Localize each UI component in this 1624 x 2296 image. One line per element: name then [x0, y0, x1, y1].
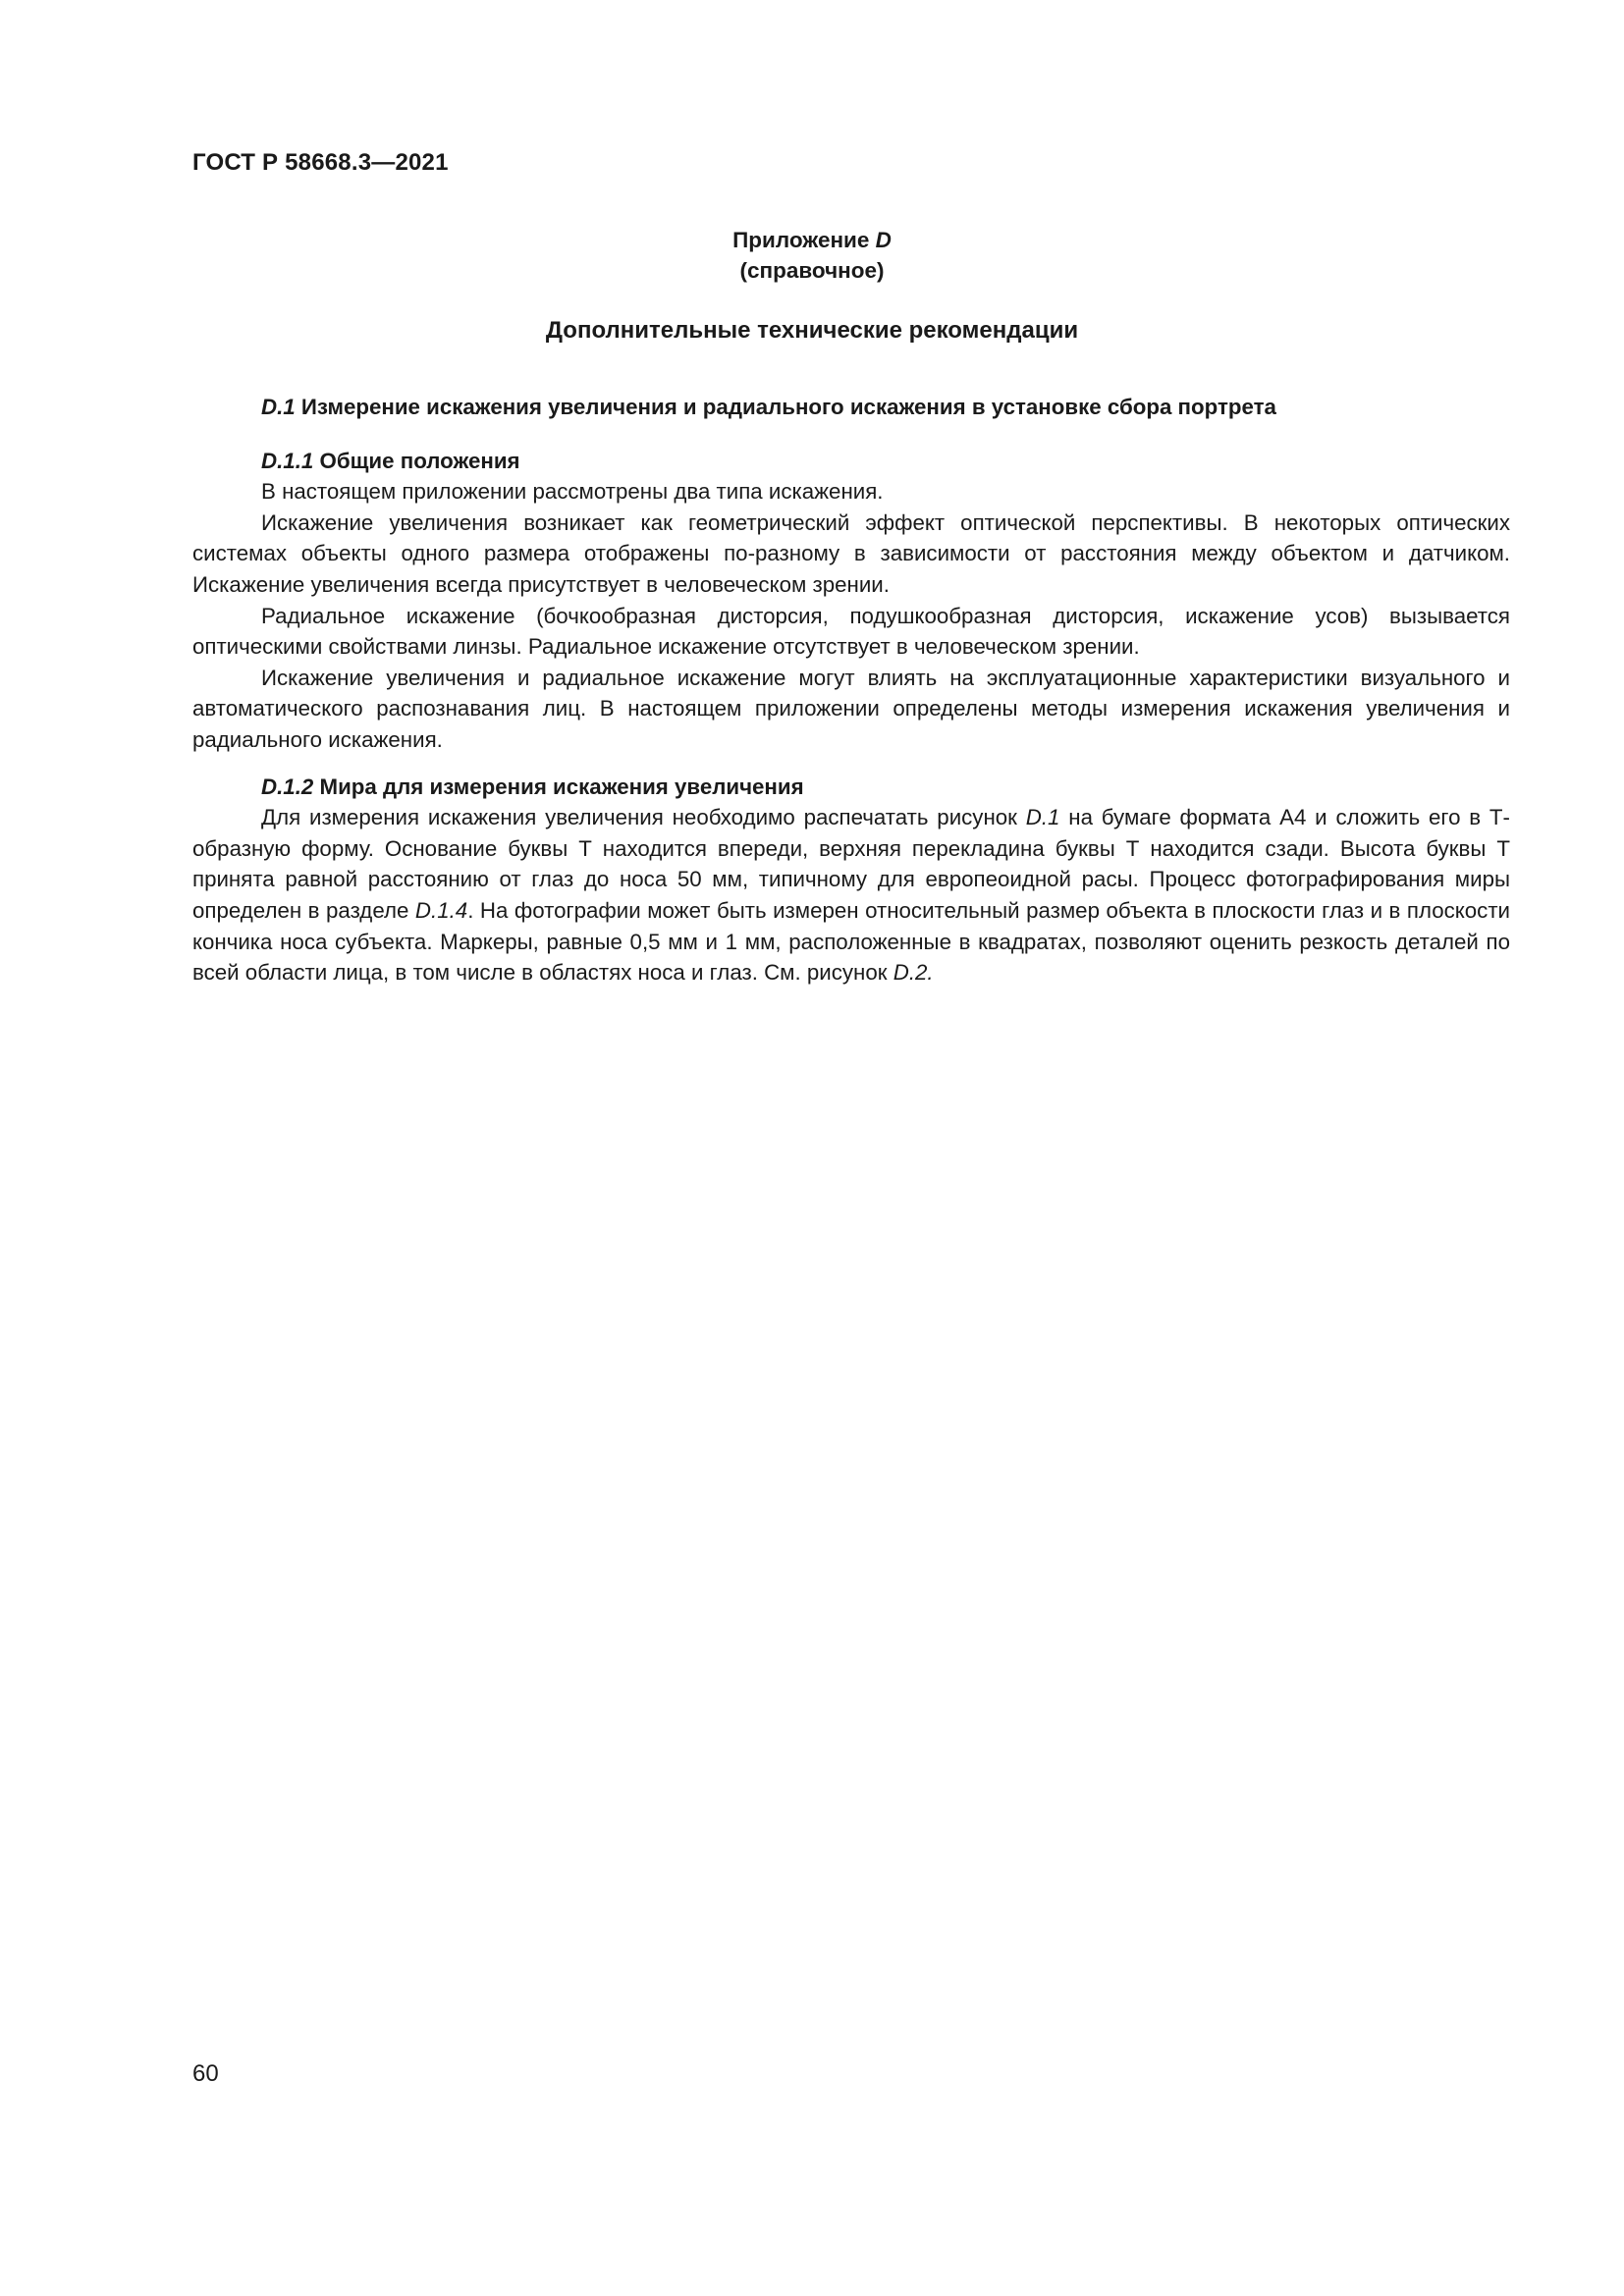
section-d11-heading: [192, 446, 1510, 477]
document-body: [192, 392, 1510, 988]
page-number: 60: [192, 2060, 219, 2087]
section-d12-title: Мира для измерения искажения увеличения: [313, 774, 804, 799]
annex-label: [0, 225, 1624, 255]
paragraph-text: . На фотографии может быть измерен относительный размер объекта в плоскости глаз и в плоскости кончика носа субъекта. Маркеры, равные 0,5 мм и 1 мм, расположенные в квадратах, позволяют оценить резкость деталей по всей области лица, в том числе в областях носа и глаз. См. рисунок: [192, 897, 1510, 986]
paragraph: [192, 802, 1510, 988]
section-d12-heading: [192, 772, 1510, 803]
paragraph: Искажение увеличения возникает как геометрический эффект оптической перспективы. В некоторых оптических системах объекты одного размера отображены по-разному в зависимости от расстояния между объектом и датчиком. Искажение увеличения всегда присутствует в человеческом зрении.: [192, 509, 1510, 597]
annex-type: (справочное): [739, 258, 885, 283]
annex-letter: D: [875, 228, 892, 252]
annex-heading: [0, 225, 1624, 286]
section-d11-number: D.1.1: [261, 448, 314, 473]
section-d1-title: Измерение искажения увеличения и радиального искажения в установке сбора портрета: [295, 395, 1276, 419]
document-id-header: ГОСТ Р 58668.3—2021: [192, 149, 449, 176]
figure-reference: D.1: [1025, 805, 1060, 830]
paragraph: В настоящем приложении рассмотрены два типа искажения.: [261, 479, 884, 505]
section-d12-number: D.1.2: [261, 774, 314, 799]
paragraph-text: Для измерения искажения увеличения необходимо распечатать рисунок: [261, 805, 1026, 830]
annex-label-text: Приложение: [732, 228, 876, 252]
section-d1-number: D.1: [261, 395, 296, 419]
annex-title: Дополнительные технические рекомендации: [545, 317, 1079, 344]
section-d1-heading: [192, 392, 1510, 423]
section-reference: D.1.4: [414, 897, 468, 923]
paragraph: Радиальное искажение (бочкообразная дисторсия, подушкообразная дисторсия, искажение усов) вызывается оптическими свойствами линзы. Радиальное искажение отсутствует в человеческом зрении.: [192, 603, 1510, 660]
paragraph-text: на бумаге формата А4 и сложить его в Т-образную форму. Основание буквы Т находится впереди, верхняя перекладина буквы Т находится сзади. Высота буквы Т принята равной расстоянию от глаз до носа 50 мм, типичному для европеоидной расы. Процесс фотографирования миры определен в разделе: [192, 805, 1510, 923]
section-d11-title: Общие положения: [313, 448, 520, 473]
paragraph: Искажение увеличения и радиальное искажение могут влиять на эксплуатационные характеристики визуального и автоматического распознавания лиц. В настоящем приложении определены методы измерения искажения увеличения и радиального искажения.: [192, 665, 1510, 752]
figure-reference: D.2.: [893, 960, 934, 986]
